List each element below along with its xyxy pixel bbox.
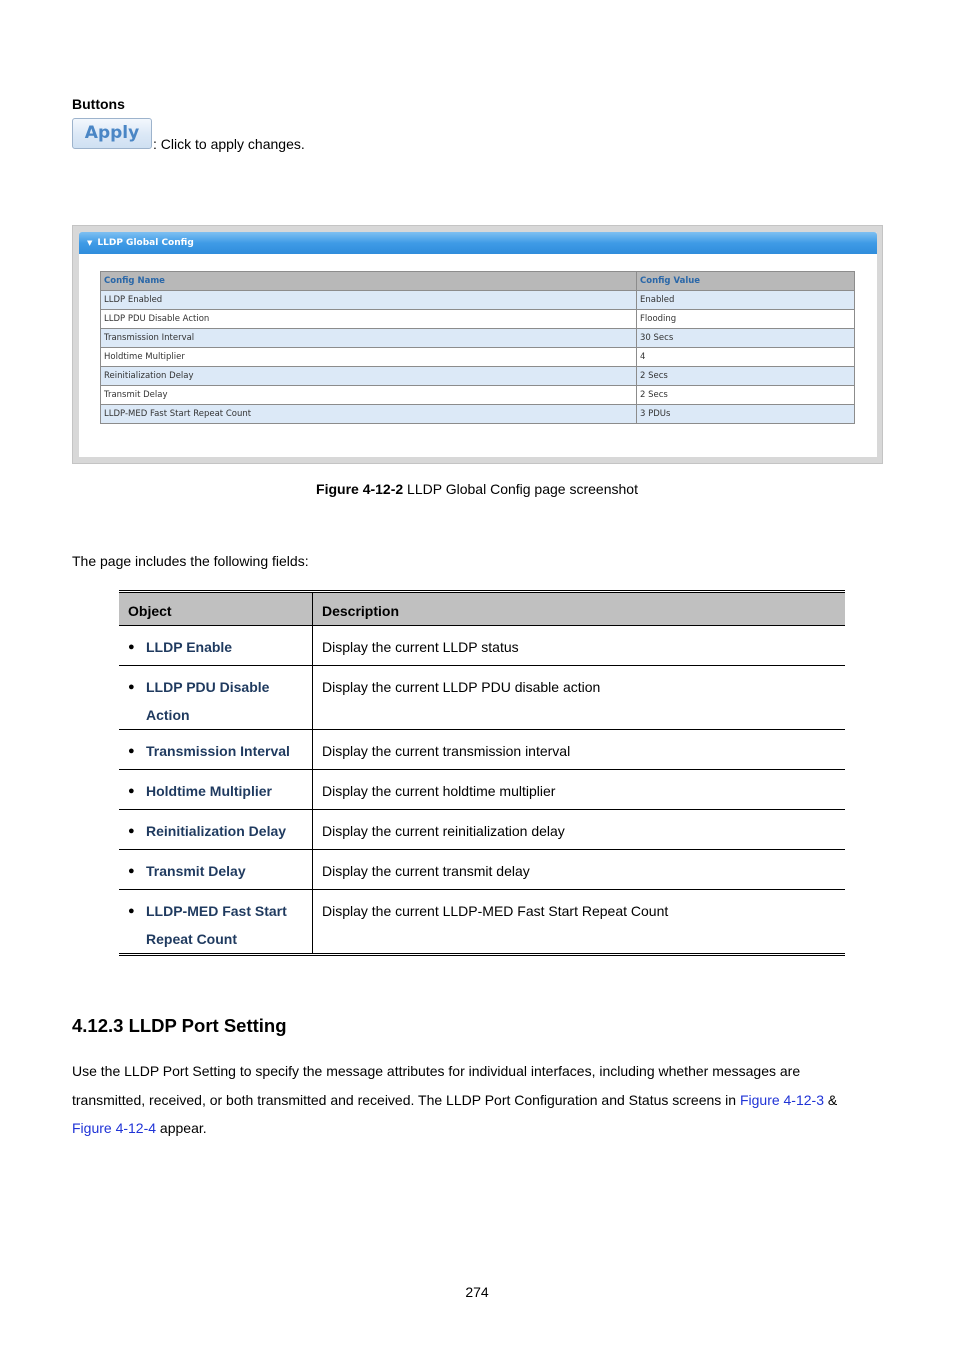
- table-row: [119, 730, 845, 770]
- collapse-arrow-icon[interactable]: ▼: [87, 239, 93, 247]
- object-cell: [119, 770, 313, 810]
- bullet-icon: ●: [128, 641, 135, 653]
- object-cell: [119, 810, 313, 850]
- config-value-cell: Flooding: [637, 310, 855, 329]
- column-header-description: Description: [313, 592, 846, 626]
- bullet-icon: ●: [128, 825, 135, 837]
- object-cell: [119, 666, 313, 730]
- section-body: [72, 1057, 872, 1143]
- description-cell: Display the current LLDP-MED Fast Start Repeat Count: [313, 890, 846, 955]
- table-row: [101, 405, 855, 424]
- config-name-cell: LLDP-MED Fast Start Repeat Count: [101, 405, 637, 424]
- section-body-text: &: [824, 1091, 838, 1108]
- table-row: [119, 626, 845, 666]
- apply-button[interactable]: Apply: [72, 118, 152, 149]
- section-body-text: appear.: [156, 1120, 207, 1136]
- config-name-cell: Transmit Delay: [101, 386, 637, 405]
- object-name: Transmission Interval: [146, 743, 290, 759]
- config-name-cell: Holdtime Multiplier: [101, 348, 637, 367]
- figure-4-12-4-link[interactable]: Figure 4-12-4: [72, 1120, 157, 1136]
- bullet-icon: ●: [128, 905, 135, 917]
- bullet-icon: ●: [128, 785, 135, 797]
- config-value-cell: Enabled: [637, 291, 855, 310]
- config-value-cell: 2 Secs: [637, 367, 855, 386]
- object-name: Holdtime Multiplier: [146, 783, 272, 799]
- config-panel-title: LLDP Global Config: [97, 238, 194, 248]
- table-row: [101, 329, 855, 348]
- page-number: 274: [465, 1284, 489, 1300]
- intro-text: The page includes the following fields:: [72, 553, 309, 569]
- section-body-text: Use the LLDP Port Setting to specify the message attributes for individual interfaces, including whether messages are transmitted, received, or both transmitted and received. The LLDP Port Configuration and Status screens in: [72, 1063, 801, 1108]
- figure-label: Figure 4-12-2: [316, 481, 404, 497]
- config-value-cell: 30 Secs: [637, 329, 855, 348]
- description-cell: Display the current transmit delay: [313, 850, 846, 890]
- object-name: Reinitialization Delay: [146, 823, 287, 839]
- object-name: Transmit Delay: [146, 863, 246, 879]
- column-header-object: Object: [119, 592, 313, 626]
- column-header-config-value: Config Value: [637, 272, 855, 291]
- figure-caption-text: LLDP Global Config page screenshot: [403, 481, 638, 497]
- object-name: LLDP-MED Fast Start Repeat Count: [146, 903, 287, 947]
- config-name-cell: Transmission Interval: [101, 329, 637, 348]
- table-row: [101, 310, 855, 329]
- config-table-header: [101, 272, 855, 291]
- object-cell: [119, 730, 313, 770]
- column-header-config-name: Config Name: [101, 272, 637, 291]
- object-cell: [119, 850, 313, 890]
- config-value-cell: 4: [637, 348, 855, 367]
- object-cell: [119, 890, 313, 955]
- table-row: [119, 890, 845, 955]
- fields-table-header: [119, 592, 845, 626]
- bullet-icon: ●: [128, 745, 135, 757]
- description-cell: Display the current holdtime multiplier: [313, 770, 846, 810]
- table-row: [101, 386, 855, 405]
- table-row: [101, 291, 855, 310]
- object-name: LLDP Enable: [146, 639, 233, 655]
- object-cell: [119, 626, 313, 666]
- table-row: [101, 348, 855, 367]
- figure-4-12-3-link[interactable]: Figure 4-12-3: [739, 1091, 824, 1108]
- table-row: [119, 666, 845, 730]
- config-name-cell: Reinitialization Delay: [101, 367, 637, 386]
- bullet-icon: ●: [128, 865, 135, 877]
- description-cell: Display the current LLDP PDU disable action: [313, 666, 846, 730]
- description-cell: Display the current transmission interval: [313, 730, 846, 770]
- figure-caption: [0, 481, 954, 497]
- config-value-cell: 3 PDUs: [637, 405, 855, 424]
- config-name-cell: LLDP PDU Disable Action: [101, 310, 637, 329]
- description-cell: Display the current reinitialization delay: [313, 810, 846, 850]
- table-row: [101, 367, 855, 386]
- table-row: [119, 770, 845, 810]
- config-panel-titlebar[interactable]: [79, 232, 877, 254]
- section-title: 4.12.3 LLDP Port Setting: [72, 1015, 287, 1036]
- apply-description: : Click to apply changes.: [153, 136, 305, 152]
- bullet-icon: ●: [128, 681, 135, 693]
- description-cell: Display the current LLDP status: [313, 626, 846, 666]
- table-row: [119, 810, 845, 850]
- config-name-cell: LLDP Enabled: [101, 291, 637, 310]
- table-row: [119, 850, 845, 890]
- config-value-cell: 2 Secs: [637, 386, 855, 405]
- config-table: [100, 271, 855, 424]
- fields-table: [119, 590, 845, 956]
- buttons-heading: Buttons: [72, 96, 125, 112]
- object-name: LLDP PDU Disable Action: [146, 679, 270, 723]
